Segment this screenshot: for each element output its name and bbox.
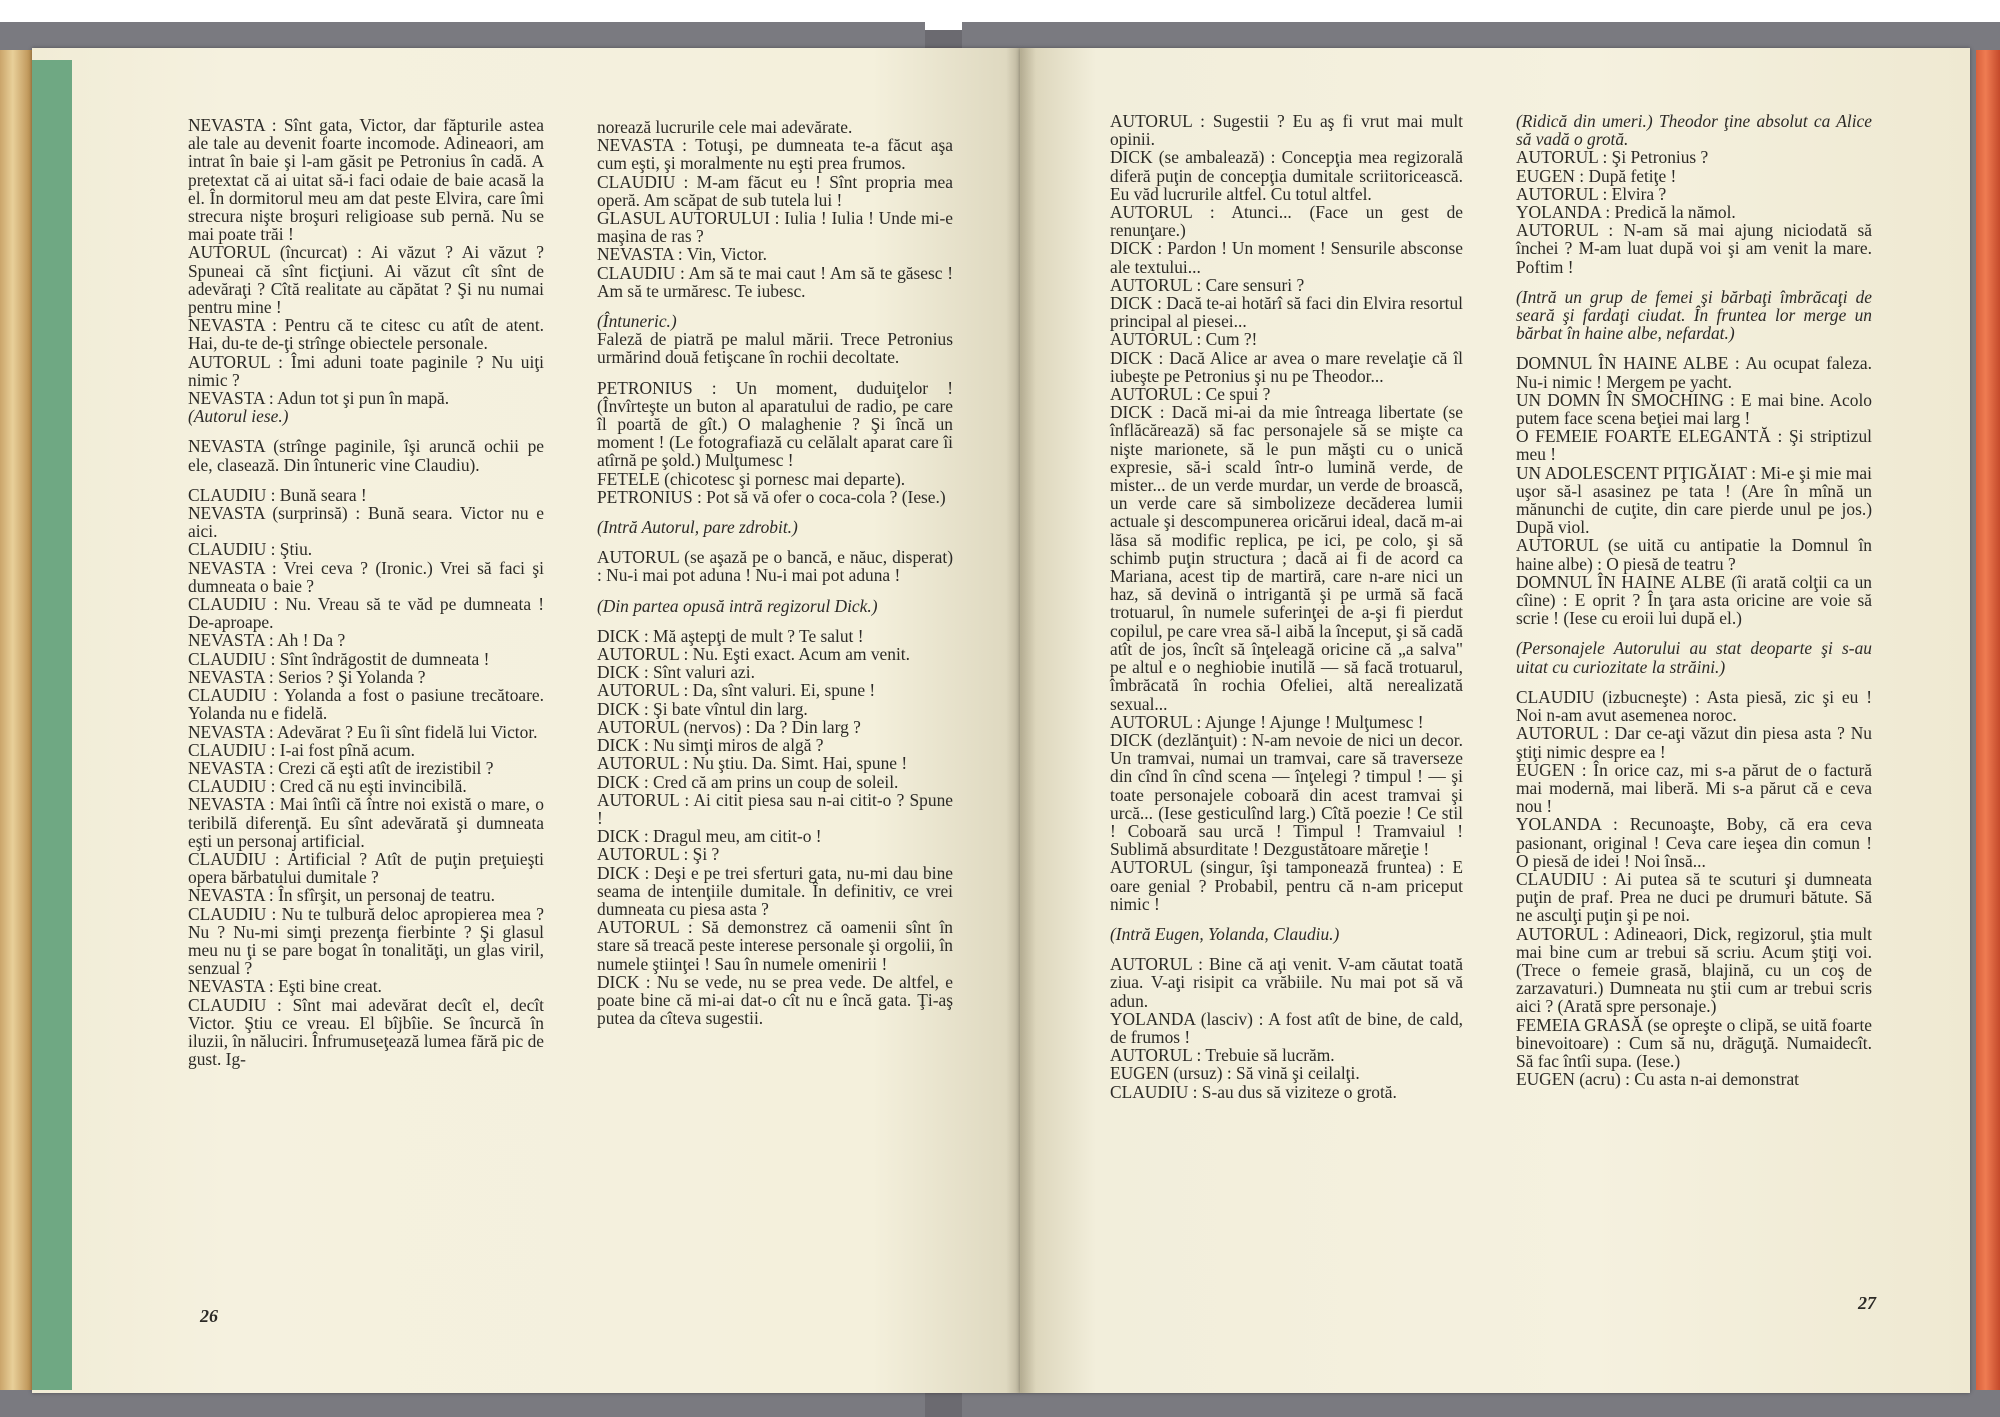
script-line: NEVASTA : Adun tot şi pun în mapă. — [188, 388, 450, 409]
script-line: AUTORUL : Îmi aduni toate paginile ? Nu uiţi nimic ? — [188, 351, 544, 390]
script-line: DICK : Dragul meu, am citit-o ! — [597, 826, 822, 847]
script-line: DOMNUL ÎN HAINE ALBE (îi arată colţii ca un cîine) : E oprit ? În ţara asta oricine are voie să scrie ! (Iese cu eroii lui după el.) — [1516, 571, 1872, 629]
script-line: (Din partea opusă intră regizorul Dick.) — [597, 595, 878, 616]
script-line: (Ridică din umeri.) Theodor ţine absolut ca Alice să vadă o grotă. — [1516, 111, 1872, 150]
script-line: NEVASTA : În sfîrşit, un personaj de teatru. — [188, 885, 495, 906]
script-line: AUTORUL : Ce spui ? — [1110, 384, 1271, 405]
page-edge-strip — [32, 60, 72, 1390]
script-line: NEVASTA (strînge paginile, îşi aruncă ochii pe ele, clasează. Din întuneric vine Claudiu). — [188, 436, 544, 475]
script-line: AUTORUL : Şi ? — [597, 844, 720, 865]
paragraph-gap — [597, 585, 953, 597]
script-line: AUTORUL (nervos) : Da ? Din larg ? — [597, 716, 861, 737]
right-page-column-1 — [1110, 112, 1463, 1101]
script-line: NEVASTA : Pentru că te citesc cu atît de atent. Hai, du-te de-ţi strînge obiectele personale. — [188, 315, 544, 354]
page-number-left: 26 — [200, 1306, 218, 1326]
script-line: DOMNUL ÎN HAINE ALBE : Au ocupat faleza. Nu-i nimic ! Mergem pe yacht. — [1516, 353, 1872, 392]
script-line: CLAUDIU : Nu te tulbură deloc apropierea mea ? Nu ? Nu-mi simţi prezenţa fierbinte ? Şi glasul meu nu ţi se pare bogat în tonalităţi, un glas viril, senzual ? — [188, 903, 544, 979]
script-line: AUTORUL (se uită cu antipatie la Domnul în haine albe) : O piesă de teatru ? — [1516, 535, 1872, 574]
script-line: AUTORUL : N-am să mai ajung niciodată să închei ? M-am luat după voi şi am venit la mare. Poftim ! — [1516, 220, 1872, 277]
script-line: DICK : Mă aştepţi de mult ? Te salut ! — [597, 625, 864, 646]
script-line: CLAUDIU : Nu. Vreau să te văd pe dumneata ! De-aproape. — [188, 594, 544, 633]
script-line: DICK : Deşi e pe trei sferturi gata, nu-mi dau bine seama de intenţiile dumitale. În definitiv, ce vrei dumneata cu piesa asta ? — [597, 862, 953, 919]
script-line: AUTORUL : Şi Petronius ? — [1516, 147, 1709, 168]
script-line: DICK (dezlănţuit) : N-am nevoie de nici un decor. Un tramvai, numai un tramvai, care să traverseze din cînd în cînd scena — înţelegi ? timpul ! — şi toate personajele coboară din acest tramvai şi urcă... (Iese gesticulînd larg.) Cîtă poezie ! Ce stil ! Coboară sau urcă ! Timpul ! Tramvaiul ! Sublimă absurditate ! Dezgustătoare măreţie ! — [1110, 729, 1463, 860]
script-line: (Intră Eugen, Yolanda, Claudiu.) — [1110, 923, 1340, 944]
script-line: DICK : Şi bate vîntul din larg. — [597, 698, 808, 719]
page-number-right: 27 — [1858, 1293, 1876, 1313]
script-line: PETRONIUS : Un moment, duduiţelor ! (Învîrteşte un buton al aparatului de radio, pe care îl poartă de gît.) O malaghenie ? Şi încă un moment ! (Le fotografiază cu celălalt aparat care îi atîrnă pe şold.) Mulţumesc ! — [597, 377, 953, 471]
script-line: (Personajele Autorului au stat deoparte şi s-au uitat cu curiozitate la străini.) — [1516, 638, 1872, 677]
script-line: FETELE (chicotesc şi pornesc mai departe). — [597, 468, 906, 489]
script-line: AUTORUL : Cum ?! — [1110, 329, 1258, 350]
script-line: CLAUDIU : Ai putea să te scuturi şi dumneata puţin de praf. Prea ne duci pe drumuri bătute. Să ne asculţi puţin şi pe noi. — [1516, 868, 1872, 926]
script-line: AUTORUL : Care sensuri ? — [1110, 274, 1305, 295]
script-line: AUTORUL : Nu ştiu. Da. Simt. Hai, spune ! — [597, 753, 908, 774]
script-line: CLAUDIU : Sînt mai adevărat decît el, decît Victor. Ştiu ce vreau. El bîjbîie. Se încurcă în iluzii, în năluciri. Înfrumuseţează lumea fără pic de gust. Ig- — [188, 994, 544, 1070]
script-line: AUTORUL : Atunci... (Face un gest de renunţare.) — [1110, 202, 1463, 241]
script-line: AUTORUL (încurcat) : Ai văzut ? Ai văzut ? Spuneai că sînt ficţiuni. Ai văzut cît sînt de adevăraţi ? Cîtă realitate au căpătat ? Şi nu numai pentru mine ! — [188, 242, 544, 318]
script-line: NEVASTA : Vin, Victor. — [597, 244, 767, 265]
script-line: EUGEN (acru) : Cu asta n-ai demonstrat — [1516, 1069, 1799, 1090]
script-line: CLAUDIU : M-am făcut eu ! Sînt propria mea operă. Am scăpat de sub tutela lui ! — [597, 171, 953, 210]
script-line: Faleză de piatră pe malul mării. Trece Petronius urmărind două fetişcane în rochii decoltate. — [597, 329, 953, 368]
script-line: GLASUL AUTORULUI : Iulia ! Iulia ! Unde mi-e maşina de ras ? — [597, 208, 953, 247]
script-line: DICK : Cred că am prins un coup de soleil. — [597, 771, 899, 792]
script-line: EUGEN : După fetiţe ! — [1516, 165, 1677, 186]
script-line: DICK : Nu simţi miros de algă ? — [597, 735, 824, 756]
script-line: NEVASTA : Sînt gata, Victor, dar făpturile astea ale tale au devenit foarte incomode. Adineaori, am intrat în baie şi l-am găsit pe Petronius în cadă. A pretextat că ai uitat să-i faci odaie de baie acasă la el. În dormitorul meu am dat peste Elvira, care îmi strecura nişte broşuri religioase sub pernă. Nu se mai poate trăi ! — [188, 115, 544, 245]
script-line: YOLANDA : Recunoaşte, Boby, că era ceva pasionant, original ! Ceva care ieşea din comun ! O piesă de idei ! Noi însă... — [1516, 814, 1872, 871]
script-line: AUTORUL : Bine că aţi venit. V-am căutat toată ziua. V-aţi risipit ca vrăbiile. Nu mai pot să vă adun. — [1110, 954, 1463, 1011]
script-line: PETRONIUS : Pot să vă ofer o coca-cola ? (Iese.) — [597, 486, 946, 507]
script-line: NEVASTA : Mai întîi că între noi există o mare, o teribilă diferenţă. Eu sînt adevărată şi dumneata eşti un personaj artificial. — [188, 794, 544, 851]
script-line: AUTORUL : Da, sînt valuri. Ei, spune ! — [597, 680, 876, 701]
script-line: NEVASTA : Vrei ceva ? (Ironic.) Vrei să faci şi dumneata o baie ? — [188, 557, 544, 596]
script-line: O FEMEIE FOARTE ELEGANTĂ : Şi striptizul meu ! — [1516, 426, 1872, 465]
script-line: DICK : Nu se vede, nu se prea vede. De altfel, e poate bine că mi-ai dat-o cît nu e încă gata. Ţi-aş putea da cîteva sugestii. — [597, 971, 953, 1029]
script-line: DICK : Pardon ! Un moment ! Sensurile absconse ale textului... — [1110, 238, 1463, 277]
script-line: DICK : Dacă te-ai hotărî să faci din Elvira resortul principal al piesei... — [1110, 293, 1463, 332]
script-line: NEVASTA : Serios ? Şi Yolanda ? — [188, 666, 426, 687]
script-line: CLAUDIU (izbucneşte) : Asta piesă, zic şi eu ! Noi n-am avut asemenea noroc. — [1516, 686, 1872, 726]
script-line: AUTORUL : Adineaori, Dick, regizorul, ştia mult mai bine cum ar trebui să scriu. Acum ştiţi voi. (Trece o femeie grasă, blajină, cu un coş de zarzavaturi.) Dumneata nu ştii cum ar trebui scris aici ? (Arată spre personaje.) — [1516, 923, 1872, 1017]
script-line: YOLANDA (lasciv) : A fost atît de bine, de cald, de frumos ! — [1110, 1008, 1463, 1047]
script-line: EUGEN (ursuz) : Să vină şi ceilalţi. — [1110, 1063, 1360, 1084]
script-line: DICK : Dacă mi-ai da mie întreaga libertate (se înflăcărează) să fac personajele să se mişte ca nişte marionete, să le pun măşti cu o unică expresie, să-i scald într-o lumină verde, de mister... de un verde murdar, un verde de broască, un verde care să simbolizeze decăderea lumii actuale şi descompunerea oricărui ideal, dacă m-ai lăsa să modific replica, pe ici, pe colo, şi să schimb puţin structura ; dacă ai fi de acord ca Mariana, acest tip de martiră, care n-are nici un haz, să devină o intrigantă şi pe urmă să facă trotuarul, în numele suferinţei de a-şi fi pierdut copilul, pe care vrea să-l aibă la început, şi să cadă atît de jos, încît să înţeleagă oricine că „a salva" pe altul e o neghiobie inutilă — să facă trotuarul, îmbrăcată în rochia Ofeliei, altă nerealizată sexual... — [1110, 402, 1463, 714]
script-line: (Intră Autorul, pare zdrobit.) — [597, 517, 798, 538]
script-line: (Autorul iese.) — [188, 406, 289, 427]
script-line: UN DOMN ÎN SMOCHING : E mai bine. Acolo putem face scena beţiei mai larg ! — [1516, 389, 1872, 429]
script-line: CLAUDIU : Sînt îndrăgostit de dumneata ! — [188, 648, 490, 669]
script-line: norează lucrurile cele mai adevărate. — [597, 117, 853, 137]
script-line: CLAUDIU : Artificial ? Atît de puţin preţuieşti opera bărbatului dumitale ? — [188, 848, 544, 888]
script-line: UN ADOLESCENT PIŢIGĂIAT : Mi-e şi mie mai uşor să-l asasinez pe tata ! (Are în mînă un mănunchi de cuţite, din care pierde unul pe jos.) După viol. — [1516, 462, 1872, 538]
script-line: AUTORUL : Ajunge ! Ajunge ! Mulţumesc ! — [1110, 711, 1424, 732]
script-line: CLAUDIU : I-ai fost pînă acum. — [188, 739, 415, 760]
script-line: AUTORUL : Nu. Eşti exact. Acum am venit. — [597, 644, 910, 665]
script-line: AUTORUL (se aşază pe o bancă, e năuc, disperat) : Nu-i mai pot aduna ! Nu-i mai pot aduna ! — [597, 547, 953, 586]
script-line: (Întuneric.) — [597, 311, 677, 332]
gutter-shadow — [1006, 48, 1036, 1393]
paragraph-gap — [597, 367, 953, 379]
script-line: NEVASTA : Totuşi, pe dumneata te-a făcut aşa cum eşti, şi moralmente nu eşti prea frumos. — [597, 135, 953, 174]
script-line: CLAUDIU : S-au dus să viziteze o grotă. — [1110, 1081, 1397, 1102]
right-page-column-2 — [1516, 112, 1872, 1088]
script-line: EUGEN : În orice caz, mi s-a părut de o factură mai modernă, mai liberă. Mi s-a părut că e ceva nou ! — [1516, 759, 1872, 817]
script-line: CLAUDIU : Yolanda a fost o pasiune trecătoare. Yolanda nu e fidelă. — [188, 685, 544, 724]
script-line: NEVASTA : Eşti bine creat. — [188, 976, 382, 997]
script-line: DICK (se ambalează) : Concepţia mea regizorală diferă puţin de concepţia dumitale scriitoricească. Eu văd lucrurile altfel. Cu totul altfel. — [1110, 147, 1463, 204]
script-line: CLAUDIU : Cred că nu eşti invincibilă. — [188, 776, 467, 797]
script-line: NEVASTA (surprinsă) : Bună seara. Victor nu e aici. — [188, 503, 544, 542]
script-line: AUTORUL : Să demonstrez că oamenii sînt în stare să treacă peste interese personale şi orgolii, în numele ştiinţei ! Sau în numele omenirii ! — [597, 917, 953, 974]
left-page-column-1 — [188, 116, 544, 1068]
left-page-column-2 — [597, 118, 953, 1027]
script-line: DICK : Dacă Alice ar avea o mare revelaţie că îl iubeşte pe Petronius şi nu pe Theodor... — [1110, 347, 1463, 386]
script-line: NEVASTA : Adevărat ? Eu îi sînt fidelă lui Victor. — [188, 721, 538, 742]
script-line: NEVASTA : Ah ! Da ? — [188, 630, 346, 651]
cover-edge-right — [1976, 50, 2000, 1390]
script-line: FEMEIA GRASĂ (se opreşte o clipă, se uită foarte binevoitoare) : Cum să nu, drăguţă. Numaidecît. Să fac întîi supa. (Iese.) — [1516, 1014, 1872, 1071]
script-line: AUTORUL : Ai citit piesa sau n-ai citit-o ? Spune ! — [597, 789, 953, 828]
script-line: NEVASTA : Crezi că eşti atît de irezistibil ? — [188, 757, 494, 778]
cover-edge-left — [0, 50, 32, 1390]
script-line: AUTORUL : Dar ce-aţi văzut din piesa asta ? Nu ştiţi nimic despre ea ! — [1516, 723, 1872, 762]
script-line: AUTORUL : Sugestii ? Eu aş fi vrut mai mult opinii. — [1110, 111, 1463, 150]
script-line: AUTORUL : Trebuie să lucrăm. — [1110, 1045, 1335, 1066]
script-line: CLAUDIU : Bună seara ! — [188, 484, 367, 505]
script-line: DICK : Sînt valuri azi. — [597, 662, 755, 683]
script-line: (Intră un grup de femei şi bărbaţi îmbrăcaţi de seară şi fardaţi ciudat. În fruntea lor merge un bărbat în haine albe, nefardat.) — [1516, 286, 1872, 344]
script-line: YOLANDA : Predică la nămol. — [1516, 202, 1736, 223]
script-line: CLAUDIU : Ştiu. — [188, 539, 313, 560]
script-line: AUTORUL (singur, îşi tamponează fruntea) : E oare genial ? Probabil, pentru că n-am priceput nimic ! — [1110, 857, 1463, 914]
script-line: AUTORUL : Elvira ? — [1516, 183, 1667, 204]
script-line: CLAUDIU : Am să te mai caut ! Am să te găsesc ! Am să te urmăresc. Te iubesc. — [597, 262, 953, 301]
